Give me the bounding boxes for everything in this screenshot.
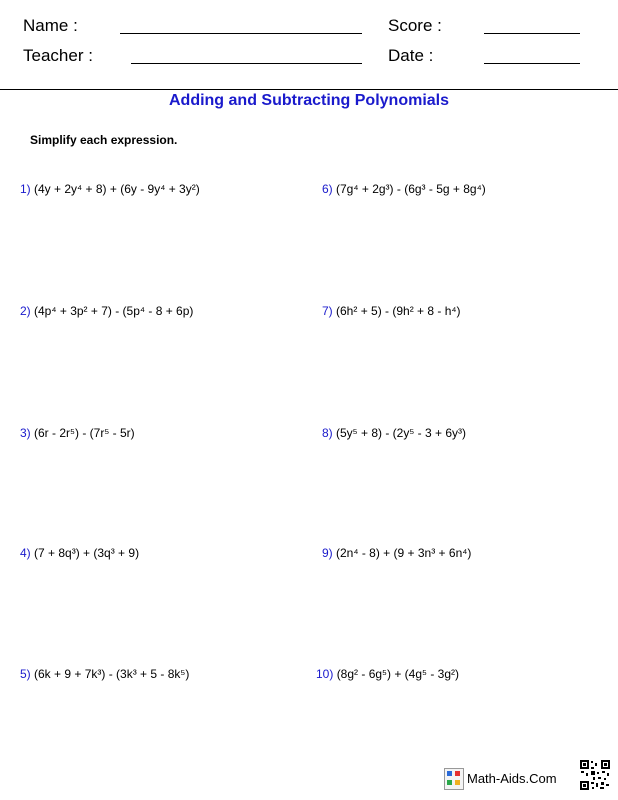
problem-number: 5) <box>20 667 31 681</box>
problem-4 <box>20 546 139 560</box>
problem-5 <box>20 667 189 681</box>
problem-expression: (8g² - 6g⁵) + (4g⁵ - 3g²) <box>336 667 460 681</box>
problem-number: 3) <box>20 426 31 440</box>
site-name[interactable]: Math-Aids.Com <box>467 771 557 786</box>
problem-expression: (6h² + 5) - (9h² + 8 - h⁴) <box>336 304 461 318</box>
instructions: Simplify each expression. <box>30 133 178 147</box>
problem-expression: (7 + 8q³) + (3q³ + 9) <box>34 546 140 560</box>
problem-1 <box>20 182 200 196</box>
problem-8 <box>322 426 466 440</box>
problem-expression: (5y⁵ + 8) - (2y⁵ - 3 + 6y³) <box>336 426 466 440</box>
problem-expression: (6r - 2r⁵) - (7r⁵ - 5r) <box>34 426 135 440</box>
problem-9 <box>322 546 471 560</box>
problem-number: 1) <box>20 182 31 196</box>
problem-number: 2) <box>20 304 31 318</box>
problem-10 <box>316 667 459 681</box>
header-divider <box>0 89 618 90</box>
date-field[interactable] <box>484 63 580 64</box>
problem-number: 7) <box>322 304 333 318</box>
score-label: Score : <box>388 16 442 35</box>
problem-expression: (4y + 2y⁴ + 8) + (6y - 9y⁴ + 3y²) <box>34 182 200 196</box>
problem-expression: (4p⁴ + 3p² + 7) - (5p⁴ - 8 + 6p) <box>34 304 194 318</box>
calculator-icon <box>444 768 464 790</box>
qr-code-icon <box>580 760 610 790</box>
problem-2 <box>20 304 193 318</box>
problem-6 <box>322 182 486 196</box>
problem-3 <box>20 426 135 440</box>
problem-expression: (2n⁴ - 8) + (9 + 3n³ + 6n⁴) <box>336 546 472 560</box>
date-label: Date : <box>388 46 434 65</box>
score-field[interactable] <box>484 33 580 34</box>
worksheet-title: Adding and Subtracting Polynomials <box>168 92 449 109</box>
name-field[interactable] <box>120 33 362 34</box>
problem-number: 8) <box>322 426 333 440</box>
problem-expression: (7g⁴ + 2g³) - (6g³ - 5g + 8g⁴) <box>336 182 486 196</box>
problem-number: 10) <box>316 667 334 681</box>
problem-7 <box>322 304 461 318</box>
name-label: Name : <box>23 16 78 35</box>
problem-number: 4) <box>20 546 31 560</box>
problem-expression: (6k + 9 + 7k³) - (3k³ + 5 - 8k⁵) <box>34 667 190 681</box>
problem-number: 9) <box>322 546 333 560</box>
problem-number: 6) <box>322 182 333 196</box>
teacher-field[interactable] <box>131 63 362 64</box>
teacher-label: Teacher : <box>23 46 93 65</box>
